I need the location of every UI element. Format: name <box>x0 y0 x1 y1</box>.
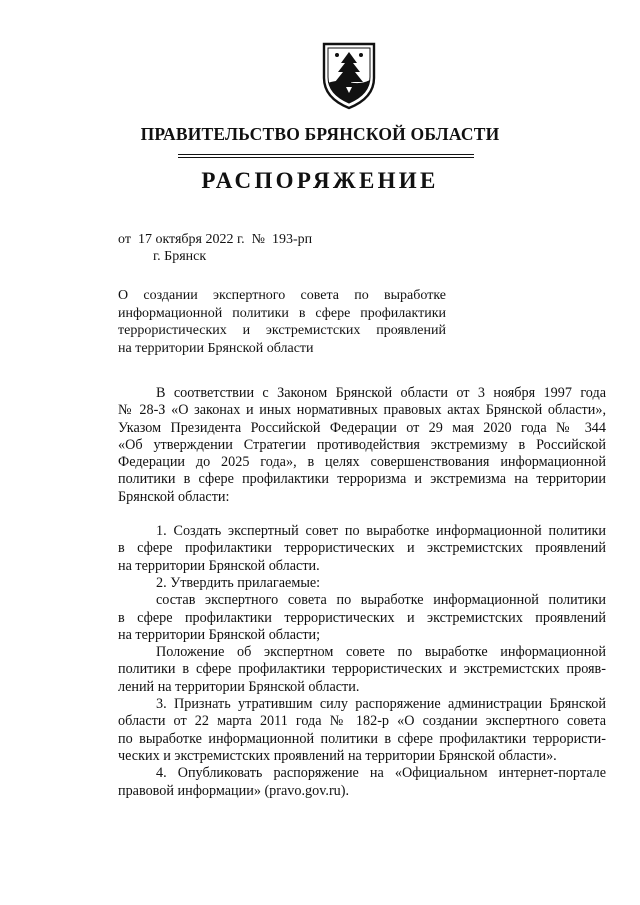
header-rule-bottom <box>178 157 474 158</box>
preamble-line: № 28-З «О законах и иных нормативных правовых актах Брянской области», <box>118 402 606 419</box>
item-line: в сфере профилактики террористических и экстремистских проявлений <box>118 609 606 626</box>
preamble-line: В соответствии с Законом Брянской области от 3 ноября 1997 года <box>156 385 606 401</box>
preamble-line: политики в сфере профилактики терроризма и экстремизма на территории <box>118 471 606 488</box>
document-body <box>118 385 606 800</box>
header-rule-top <box>178 154 474 155</box>
item-2-regulation <box>118 644 606 696</box>
city: г. Брянск <box>153 249 207 264</box>
item-line: по выработке информационной политики в сфере профилактики террористи- <box>118 730 606 747</box>
preamble <box>118 385 606 506</box>
item-line: ческих и экстремистских проявлений на территории Брянской области». <box>118 747 557 764</box>
item-4 <box>118 765 606 800</box>
subject-line: террористических и экстремистских проявлений <box>118 323 446 338</box>
document-number: 193-рп <box>272 232 313 247</box>
subject-line: информационной политики в сфере профилактики <box>118 305 446 321</box>
document-date: 17 октября 2022 г. <box>137 232 245 247</box>
item-line: лений на территории Брянской области. <box>118 678 360 695</box>
preamble-line: Брянской области: <box>118 488 230 505</box>
item-line: состав экспертного совета по выработке информационной политики <box>156 592 606 609</box>
date-prefix: от <box>118 232 131 247</box>
item-3 <box>118 696 606 765</box>
item-line: 4. Опубликовать распоряжение на «Официальном интернет-портале <box>156 765 606 782</box>
item-line: политики в сфере профилактики террористических и экстремистских прояв- <box>118 661 606 678</box>
subject-line: на территории Брянской области <box>118 340 314 356</box>
item-line: области от 22 марта 2011 года № 182-р «О создании экспертного совета <box>118 713 606 730</box>
item-line: в сфере профилактики террористических и экстремистских проявлений <box>118 540 606 557</box>
bryansk-coat-of-arms-icon <box>320 38 378 110</box>
paragraph-gap <box>118 506 606 523</box>
item-2-composition <box>118 592 606 644</box>
item-line: 2. Утвердить прилагаемые: <box>156 574 321 591</box>
government-name: ПРАВИТЕЛЬСТВО БРЯНСКОЙ ОБЛАСТИ <box>140 124 500 144</box>
item-line: 1. Создать экспертный совет по выработке информационной политики <box>156 523 606 540</box>
subject-line: О создании экспертного совета по выработке <box>118 288 446 303</box>
document-type-title: РАСПОРЯЖЕНИЕ <box>201 168 439 193</box>
preamble-line: Указом Президента Российской Федерации от 29 мая 2020 года № 344 <box>118 419 606 436</box>
number-sign: № <box>251 232 266 247</box>
item-line: правовой информации» (pravo.gov.ru). <box>118 782 350 799</box>
document-subject <box>118 287 446 357</box>
item-2 <box>118 575 606 592</box>
item-line: 3. Признать утратившим силу распоряжение администрации Брянской <box>156 696 606 713</box>
item-line: на территории Брянской области. <box>118 557 320 574</box>
preamble-line: Федерации до 2025 года», в целях совершенствования информационной <box>118 454 606 471</box>
preamble-line: «Об утверждении Стратегии противодействия экстремизму в Российской <box>118 436 606 453</box>
item-line: Положение об экспертном совете по выработке информационной <box>156 644 606 661</box>
date-line <box>118 232 312 248</box>
item-line: на территории Брянской области; <box>118 626 321 643</box>
item-1 <box>118 523 606 575</box>
